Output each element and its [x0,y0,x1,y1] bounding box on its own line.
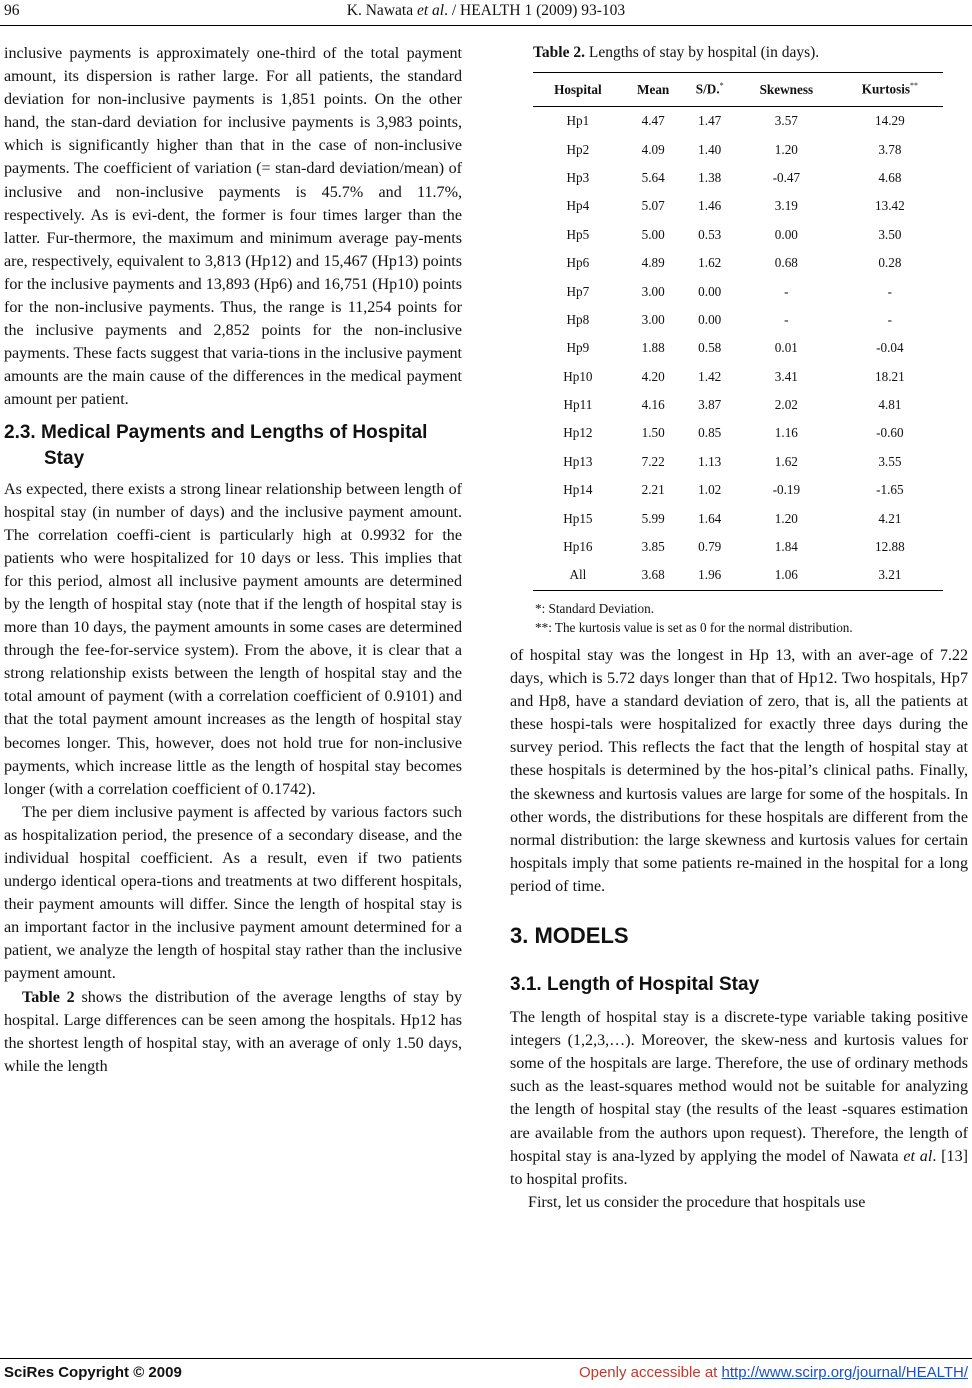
table-cell: Hp3 [566,169,590,185]
table-cell: 3.19 [774,198,798,214]
table-cell: - [887,311,893,327]
table-cell: -0.19 [772,482,801,498]
table-cell: 0.00 [698,283,722,299]
paragraph: The per diem inclusive payment is affected by various factors such as hospitalization period, the presence of a secondary disease, and the individual hospital coefficient. As a result, even if two patients undergo identical opera-tions and treatments at two different hospitals, their payment amounts will differ. Since the length of hospital stay is an important factor in the inclusive payment amount determined for a patient, we analyze the length of hospital stay rather than the inclusive payment amount. [4,803,462,983]
table-cell: - [887,283,893,299]
table-cell: 1.06 [736,561,837,590]
table-cell: -0.47 [772,169,801,185]
table-cell: Hp15 [563,510,593,526]
table-cell: Hp7 [566,283,590,299]
section-heading-3-1: 3.1. Length of Hospital Stay [510,974,760,996]
table-cell: 0.58 [698,340,722,356]
table-caption: Table 2. Lengths of stay by hospital (in days). [533,44,820,61]
section-heading-3: 3. MODELS [510,923,629,949]
table-cell: 0.00 [774,226,798,242]
copyright: SciRes Copyright © 2009 [4,1364,182,1381]
table-ref: Table 2 [22,988,75,1006]
table-cell: 5.99 [641,510,665,526]
table-cell: 3.41 [774,368,798,384]
table-cell: 1.46 [698,198,722,214]
table-note: **: The kurtosis value is set as 0 for the normal distribution. [535,619,853,635]
table-cell: Hp16 [563,539,593,555]
table-row [533,391,943,419]
table-row [533,221,943,249]
table-cell: Hp14 [563,482,593,498]
table-cell: 5.07 [641,198,665,214]
table-row [533,533,943,561]
journal-link[interactable]: http://www.scirp.org/journal/HEALTH/ [721,1364,968,1381]
table-cell: Hp9 [566,340,590,356]
table-cell: 1.42 [698,368,722,384]
footer-rule [0,1358,972,1359]
table-cell: 0.68 [774,255,798,271]
table-cell: 4.47 [641,113,665,129]
table-cell: 7.22 [641,453,665,469]
paragraph: As expected, there exists a strong linear relationship between length of hospital stay (in number of days) and the inclusive payment amount. The correlation coeffi-cient is particularly high at 0.9932 for the patients who were hospitalized for 10 days or less. This implies that for this period, almost all inclusive payment amounts are determined by the length of hospital stay (note that if the length of hospital stay is more than 10 days, the payment amounts in some cases are determined through the fee-for-service system). From the above, it is clear that a strong relationship exists between the length of hospital stay and the total amount of payment (with a correlation coefficient of 0.9101) and that the total payment amount increases as the length of hospital stay becomes longer. This, however, does not hold true for non-inclusive payments, which increase little as the length of hospital stay becomes longer (with a correlation coefficient of 0.1742). [4,480,462,798]
table-cell: 3.85 [641,539,665,555]
table-cell: Hp11 [563,397,593,413]
table-cell: 0.01 [774,340,798,356]
table-cell: 3.78 [878,141,902,157]
left-column [4,42,462,1078]
table-cell: 1.96 [684,561,736,590]
table-cell: 14.29 [875,113,905,129]
table-cell: 0.28 [878,255,902,271]
col-header-hospital: Hospital [533,73,623,107]
table-row [533,107,943,136]
table-row [533,448,943,476]
table-cell: 4.89 [641,255,665,271]
table-cell: 1.02 [698,482,722,498]
header-rule [0,25,972,26]
table-cell: All [533,561,623,590]
paragraph: First, let us consider the procedure that hospitals use [528,1193,866,1211]
table-cell: 1.50 [641,425,665,441]
right-column [510,644,968,1214]
table-row [533,277,943,305]
table-row [533,164,943,192]
table-body [533,107,943,591]
table-cell: Hp2 [566,141,590,157]
table-cell: 4.16 [641,397,665,413]
table-cell: -0.04 [876,340,904,356]
paragraph: Table 2 shows the distribution of the average lengths of stay by hospital. Large differences can be seen among the hospitals. Hp12 has the shortest length of hospital stay, with an average of only 1.50 days, while the length [4,988,462,1075]
paragraph: inclusive payments is approximately one-third of the total payment amount, its dispersion is rather large. For all patients, the standard deviation for non-inclusive payments is 1,851 points. On the other hand, the stan-dard deviation for inclusive payments is 3,983 points, which is significantly higher than that in the case of non-inclusive payments. The coefficient of variation (= stan-dard deviation/mean) of inclusive and non-inclusive payments is 45.7% and 11.7%, respectively. As is evi-dent, the former is four times larger than the latter. Fur-thermore, the maximum and minimum average pay-ments are, respectively, equivalent to 3,813 (Hp12) and 15,467 (Hp13) points for the inclusive payments and 13,893 (Hp6) and 16,751 (Hp10) points for the non-inclusive payments. Thus, the range is 11,254 points for the inclusive payments and 2,852 points for the non-inclusive payments. These facts suggest that varia-tions in the inclusive payment amounts are the main cause of the differences in the medical payment amount per patient. [4,45,462,409]
table-cell: 0.85 [698,425,722,441]
table-cell: 1.62 [698,255,722,271]
table-row [533,504,943,532]
table-cell: Hp5 [566,226,590,242]
table-cell: 1.40 [698,141,722,157]
table-cell: 3.57 [774,113,798,129]
table-cell: 18.21 [875,368,905,384]
table-row [533,135,943,163]
table-cell: 5.64 [641,169,665,185]
table-cell: Hp4 [566,198,590,214]
table-note: *: Standard Deviation. [535,600,655,616]
table-cell: 4.20 [641,368,665,384]
table-cell: Hp12 [563,425,593,441]
col-header-skewness: Skewness [736,73,837,107]
table-cell: - [784,311,789,327]
table-cell: 3.68 [623,561,684,590]
table-cell: 13.42 [875,198,905,214]
table-cell: 0.00 [698,311,722,327]
table-cell: 3.50 [878,226,902,242]
table-cell: Hp10 [563,368,593,384]
table-cell: 0.79 [698,539,722,555]
col-header-sd: S/D.* [684,73,736,107]
table-cell: Hp1 [566,113,590,129]
table-cell: Hp8 [566,311,590,327]
table-row [533,476,943,504]
running-head: K. Nawata et al. / HEALTH 1 (2009) 93-103 [346,2,626,19]
table-cell: 0.53 [698,226,722,242]
table-cell: 3.00 [641,283,665,299]
table-cell: 1.84 [774,539,798,555]
page-header [0,2,972,24]
table-cell: 4.09 [641,141,665,157]
col-header-kurtosis: Kurtosis** [837,73,943,107]
table-cell: Hp6 [566,255,590,271]
table-cell: -1.65 [876,482,904,498]
table-cell: 3.00 [641,311,665,327]
table-cell: 1.64 [698,510,722,526]
table-cell: 3.87 [698,397,722,413]
table-cell: 3.21 [837,561,943,590]
table-cell: 1.88 [641,340,665,356]
section-heading-2-3: 2.3. Medical Payments and Lengths of Hospital Stay [4,421,428,469]
table-cell: 1.16 [774,425,798,441]
table-cell: 1.38 [698,169,722,185]
table-header-row [533,73,943,107]
table-notes [533,599,943,637]
table-row [533,249,943,277]
table-cell: Hp13 [563,453,593,469]
col-header-mean: Mean [623,73,684,107]
table-row [533,306,943,334]
table-cell: 4.68 [878,169,902,185]
page-number: 96 [4,2,20,19]
table-2 [533,72,943,591]
table-cell: 1.20 [774,141,798,157]
table-cell: 2.02 [774,397,798,413]
table-cell: 1.13 [698,453,722,469]
table-cell: 1.47 [698,113,722,129]
table-cell: 4.21 [878,510,902,526]
open-access-note: Openly accessible at http://www.scirp.org/journal/HEALTH/ [578,1364,968,1381]
paragraph: The length of hospital stay is a discrete-type variable taking positive integers (1,2,3,…). Moreover, the skew-ness and kurtosis values for some of the hospitals are large. Therefore, the use of ordinary methods such as the least-squares method would not be suitable for analyzing the length of hospital stay (the results of the least -squares estimation are available from the authors upon request). Therefore, the length of hospital stay is ana-lyzed by applying the model of Nawata et al. [13] to hospital profits. [510,1009,968,1188]
table-row [533,192,943,220]
table-row [533,363,943,391]
table-cell: - [784,283,789,299]
table-cell: 12.88 [875,539,905,555]
paragraph: of hospital stay was the longest in Hp 13, with an aver-age of 7.22 days, which is 5.72 days longer than that of Hp12. Two hospitals, Hp7 and Hp8, have a standard deviation of zero, that is, all the patients at these hospi-tals were hospitalized for exactly three days during the survey period. This reflects the fact that the length of hospital stay at these hospitals is determined by the hos-pital’s clinical paths. Finally, the skewness and kurtosis values are large for some of the hospitals. In other words, the distributions for these hospitals are different from the normal distribution: the large skewness and kurtosis values for certain hospitals imply that some patients re-mained in the hospital for a long period of time. [510,647,968,895]
table-row [533,334,943,362]
table-cell: 1.20 [774,510,798,526]
table-cell: 3.55 [878,453,902,469]
table-cell: 1.62 [774,453,798,469]
table-row [533,561,943,590]
table-row [533,419,943,447]
table-cell: 2.21 [641,482,665,498]
table-cell: -0.60 [876,425,904,441]
page-footer [0,1364,972,1386]
table-2-block [533,44,943,637]
table-cell: 4.81 [878,397,902,413]
table-cell: 5.00 [641,226,665,242]
